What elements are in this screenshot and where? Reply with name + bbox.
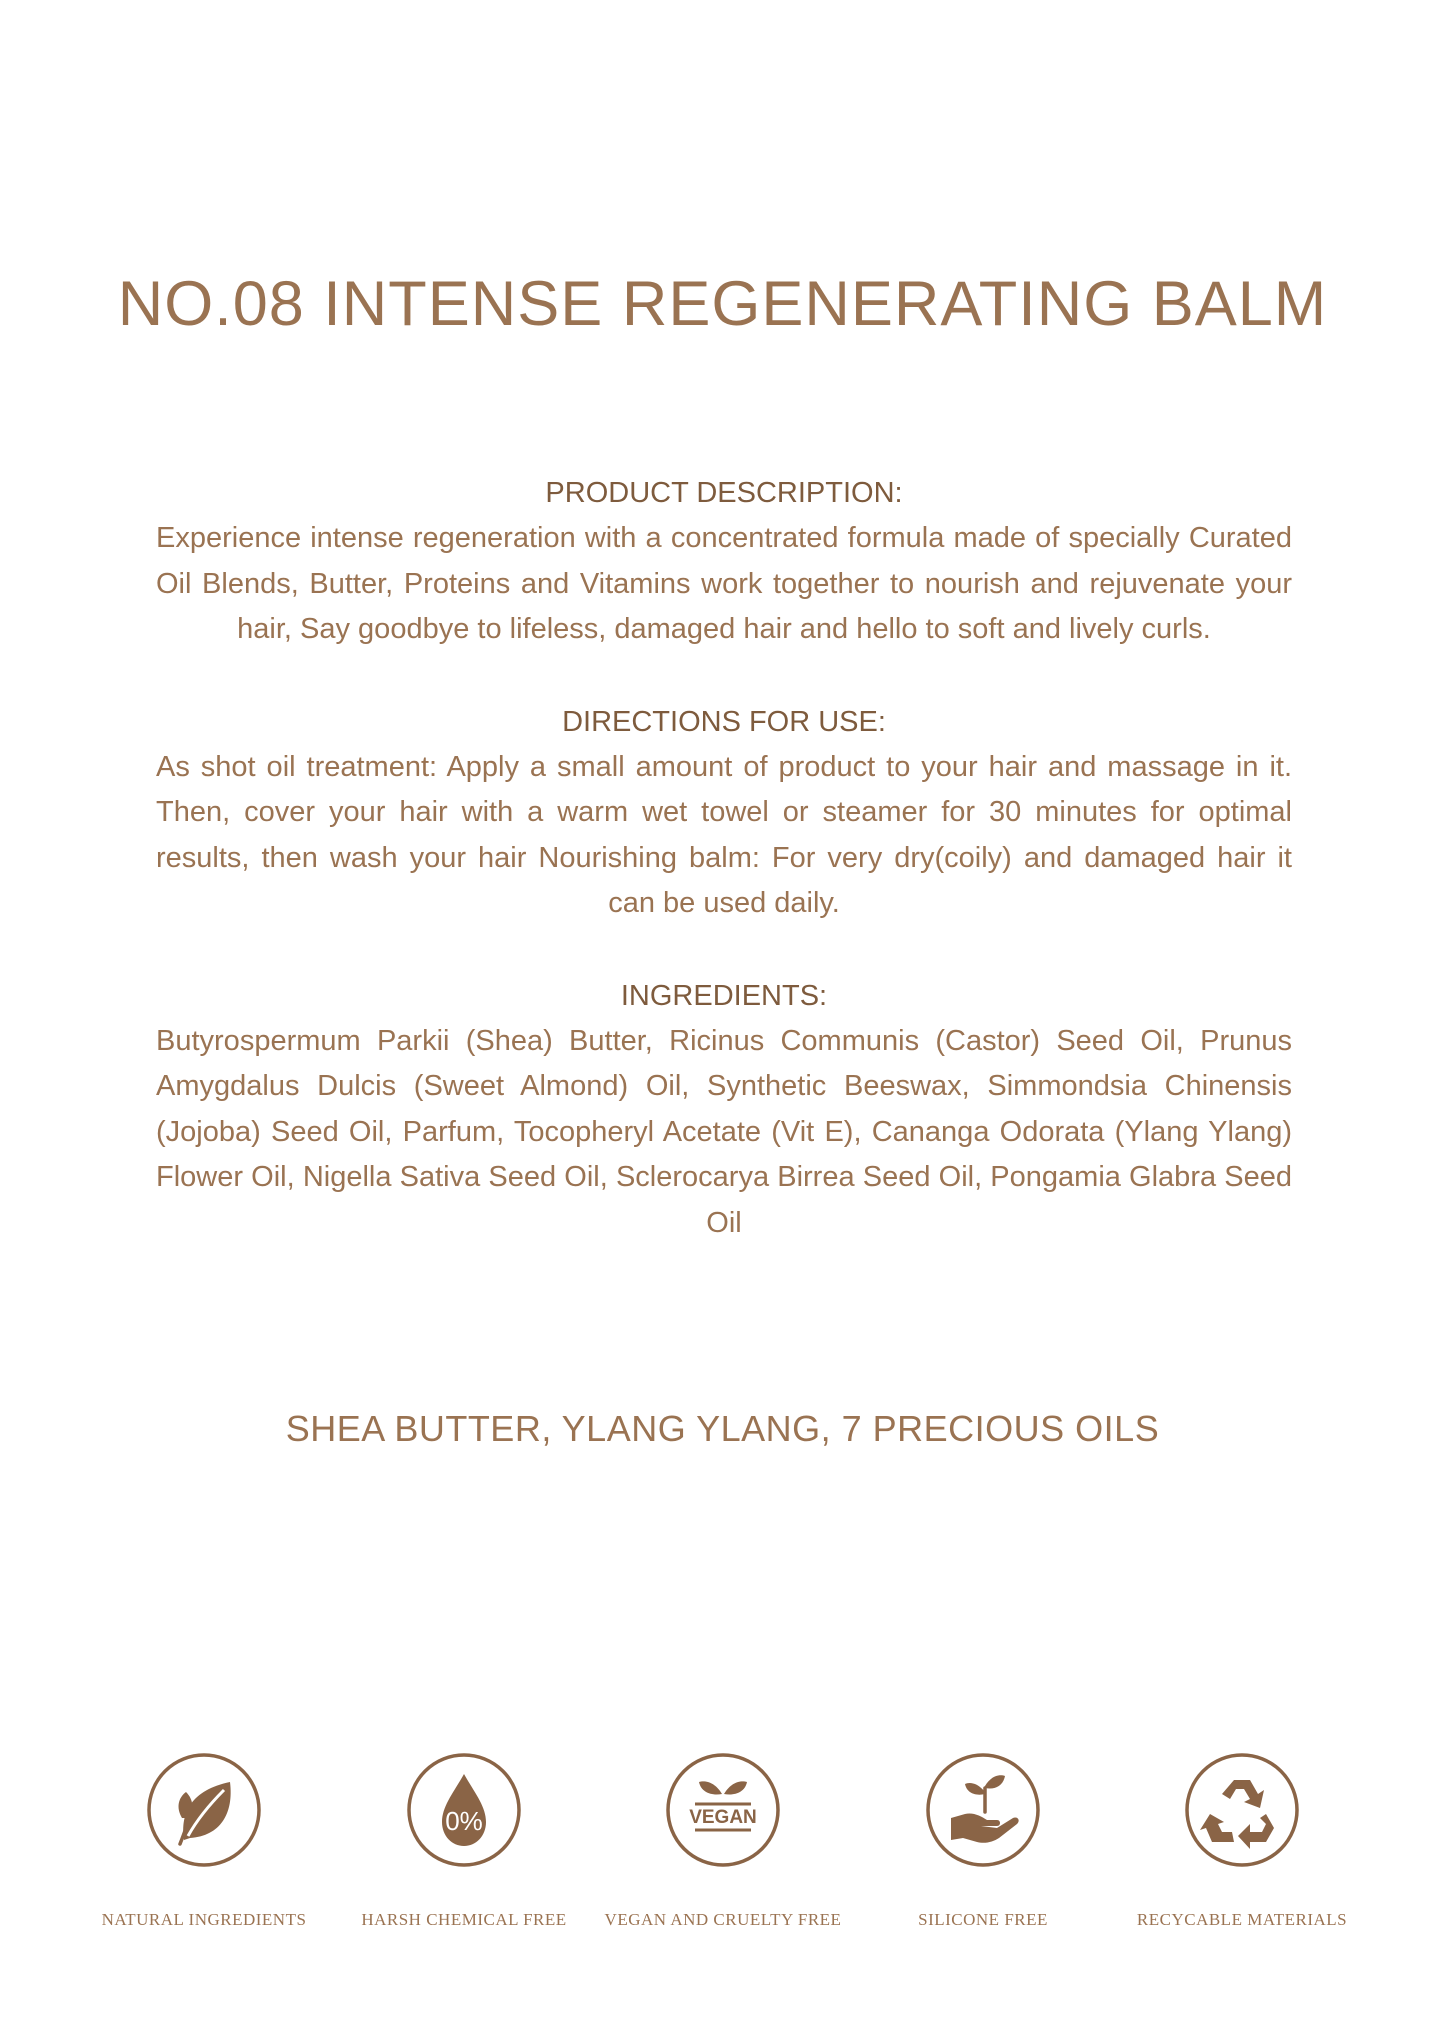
badge-recyclable-materials <box>1122 1752 1362 1930</box>
ingredients-section <box>156 973 1292 1247</box>
badge-vegan-cruelty-free-label: VEGAN AND CRUELTY FREE <box>604 1910 842 1929</box>
ingredients-text: Butyrospermum Parkii (Shea) Butter, Ricinus Communis (Castor) Seed Oil, Prunus Amygdalus Dulcis (Sweet Almond) Oil, Synthetic Beeswax, Simmondsia Chinensis (Jojoba) Seed Oil, Parfum, Tocopheryl Acetate (Vit E), Cananga Odorata (Ylang Ylang) Flower Oil, Nigella Sativa Seed Oil, Sclerocarya Birrea Seed Oil, Pongamia Glabra Seed Oil <box>156 1024 1292 1239</box>
hand-sprout-icon <box>925 1752 1041 1868</box>
product-details <box>156 470 1292 1292</box>
svg-text:VEGAN: VEGAN <box>689 1807 757 1828</box>
product-badges <box>0 1752 1445 1952</box>
badge-harsh-chemical-free-label: HARSH CHEMICAL FREE <box>361 1910 567 1929</box>
leaf-icon <box>146 1752 262 1868</box>
recycle-icon <box>1184 1752 1300 1868</box>
badge-natural-ingredients <box>84 1752 324 1930</box>
badge-silicone-free <box>863 1752 1103 1930</box>
directions-section <box>156 699 1292 927</box>
product-description-heading: PRODUCT DESCRIPTION: <box>545 477 903 509</box>
directions-text: As shot oil treatment: Apply a small amount of product to your hair and massage in it. Then, cover your hair with a warm wet towel or steamer for 30 minutes for optimal results, then wash your hair Nourishing balm: For very dry(coily) and damaged hair it can be used daily. <box>156 750 1292 919</box>
svg-text:0%: 0% <box>445 1806 483 1836</box>
directions-heading: DIRECTIONS FOR USE: <box>562 705 886 738</box>
key-ingredients-tagline: SHEA BUTTER, YLANG YLANG, 7 PRECIOUS OILS <box>285 1408 1160 1449</box>
badge-harsh-chemical-free <box>344 1752 584 1930</box>
product-description-text: Experience intense regeneration with a concentrated formula made of specially Curated Oil Blends, Butter, Proteins and Vitamins work together to nourish and rejuvenate your hair, Say goodbye to lifeless, damaged hair and hello to soft and lively curls. <box>156 522 1292 645</box>
drop-zero-percent-icon <box>406 1752 522 1868</box>
product-title: NO.08 INTENSE REGENERATING BALM <box>117 269 1328 339</box>
badge-natural-ingredients-label: NATURAL INGREDIENTS <box>101 1910 307 1929</box>
badge-vegan-cruelty-free <box>603 1752 843 1930</box>
vegan-icon <box>665 1752 781 1868</box>
ingredients-heading: INGREDIENTS: <box>620 979 828 1012</box>
badge-silicone-free-label: SILICONE FREE <box>918 1910 1048 1929</box>
product-description-section <box>156 470 1292 653</box>
badge-recyclable-materials-label: RECYCABLE MATERIALS <box>1136 1910 1348 1929</box>
